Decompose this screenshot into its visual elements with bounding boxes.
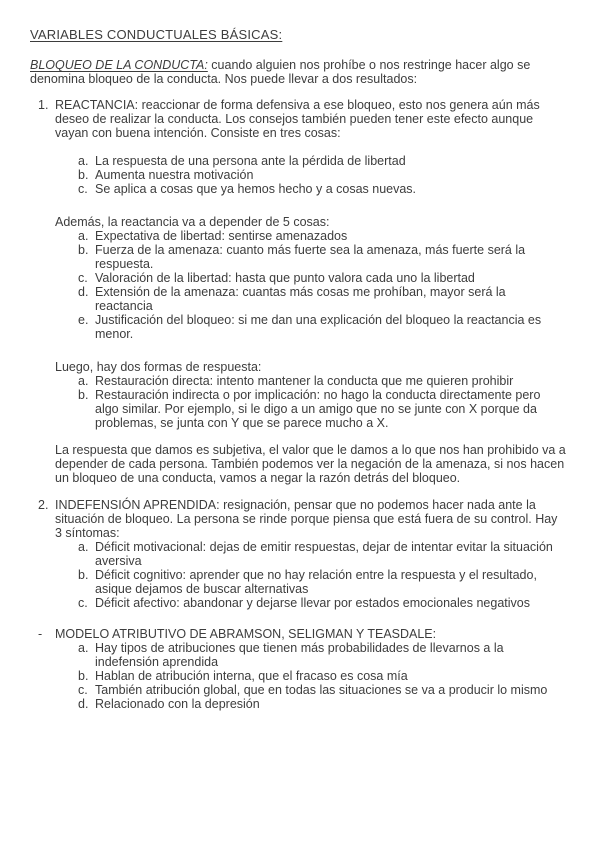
reactancia-lead: REACTANCIA: reaccionar de forma defensiva a ese bloqueo, esto nos genera aún más deseo de realizar la conducta. Los consejos también pueden tener este efecto aunque vayan con buena intención. Consiste en tres cosas: — [55, 98, 540, 140]
responses-lead: Luego, hay dos formas de respuesta: — [55, 360, 262, 374]
list-letter: a. — [78, 641, 89, 655]
list-letter: d. — [78, 285, 89, 299]
list-number: 2. — [38, 498, 49, 512]
list-item: c. También atribución global, que en todas las situaciones se va a producir lo mismo — [78, 683, 548, 697]
list-item: c. Se aplica a cosas que ya hemos hecho y a cosas nuevas. — [78, 182, 417, 196]
list-item: e. Justificación del bloqueo: si me dan una explicación del bloqueo la reactancia es menor. — [78, 313, 542, 341]
list-item: d. Relacionado con la depresión — [78, 697, 260, 711]
depends-list — [55, 229, 566, 341]
list-letter: b. — [78, 168, 89, 182]
list-letter: a. — [78, 154, 89, 168]
modelo-heading: MODELO ATRIBUTIVO DE ABRAMSON, SELIGMAN Y TEASDALE: — [55, 627, 437, 641]
symptoms-list — [55, 540, 566, 610]
responses-list — [55, 374, 566, 430]
section-modelo — [30, 627, 566, 711]
intro-heading: BLOQUEO DE LA CONDUCTA: — [30, 58, 208, 72]
section-indefension — [30, 498, 566, 610]
list-item: b. Déficit cognitivo: aprender que no hay relación entre la respuesta y el resultado, asique dejamos de buscar alternativas — [78, 568, 537, 596]
list-item: a. Expectativa de libertad: sentirse amenazados — [78, 229, 348, 243]
list-number: 1. — [38, 98, 49, 112]
list-letter: c. — [78, 683, 88, 697]
list-item: a. Hay tipos de atribuciones que tienen más probabilidades de llevarnos a la indefensión aprendida — [78, 641, 504, 669]
list-letter: d. — [78, 697, 89, 711]
list-item: b. Hablan de atribución interna, que el fracaso es cosa mía — [78, 669, 408, 683]
dash-bullet: - — [38, 627, 43, 641]
list-letter: a. — [78, 229, 89, 243]
reactancia-closing: La respuesta que damos es subjetiva, el valor que le damos a lo que nos han prohibido va a depender de cada persona. También podemos ver la negación de la amenaza, si nos hacen un bloqueo de una conducta, vamos a negar la razón detrás del bloqueo. — [55, 443, 566, 485]
page-title: VARIABLES CONDUCTUALES BÁSICAS: — [30, 27, 283, 42]
list-item: a. Restauración directa: intento mantener la conducta que me quieren prohibir — [78, 374, 514, 388]
list-letter: c. — [78, 182, 88, 196]
list-item: c. Valoración de la libertad: hasta que punto valora cada uno la libertad — [78, 271, 475, 285]
intro-text: cuando alguien nos prohíbe o nos restringe hacer algo se denomina bloqueo de la conducta. Nos puede llevar a dos resultados: — [30, 58, 531, 86]
reactancia-three-list — [55, 154, 566, 196]
list-item: d. Extensión de la amenaza: cuantas más cosas me prohíban, mayor será la reactancia — [78, 285, 506, 313]
modelo-points-list — [55, 641, 566, 711]
intro-paragraph — [30, 58, 566, 86]
list-letter: b. — [78, 388, 89, 402]
indefension-lead: INDEFENSIÓN APRENDIDA: resignación, pensar que no podemos hacer nada ante la situación de bloqueo. La persona se rinde porque piensa que está fuera de su control. Hay 3 síntomas: — [55, 498, 558, 540]
list-letter: b. — [78, 243, 89, 257]
list-item: b. Restauración indirecta o por implicación: no hago la conducta directamente pero algo similar. Por ejemplo, si le digo a un amigo que no se junte con X porque da problemas, se junta con Y que se parece mucho a X. — [78, 388, 541, 430]
list-letter: a. — [78, 540, 89, 554]
list-item: b. Fuerza de la amenaza: cuanto más fuerte sea la amenaza, más fuerte será la respuesta. — [78, 243, 526, 271]
list-letter: e. — [78, 313, 89, 327]
list-letter: b. — [78, 669, 89, 683]
list-item: a. La respuesta de una persona ante la pérdida de libertad — [78, 154, 406, 168]
list-letter: c. — [78, 596, 88, 610]
list-item: c. Déficit afectivo: abandonar y dejarse llevar por estados emocionales negativos — [78, 596, 530, 610]
list-item: b. Aumenta nuestra motivación — [78, 168, 254, 182]
depends-lead: Además, la reactancia va a depender de 5 cosas: — [55, 215, 330, 229]
section-reactancia — [30, 98, 566, 485]
list-item: a. Déficit motivacional: dejas de emitir respuestas, dejar de intentar evitar la situación aversiva — [78, 540, 553, 568]
list-letter: a. — [78, 374, 89, 388]
list-letter: c. — [78, 271, 88, 285]
list-letter: b. — [78, 568, 89, 582]
